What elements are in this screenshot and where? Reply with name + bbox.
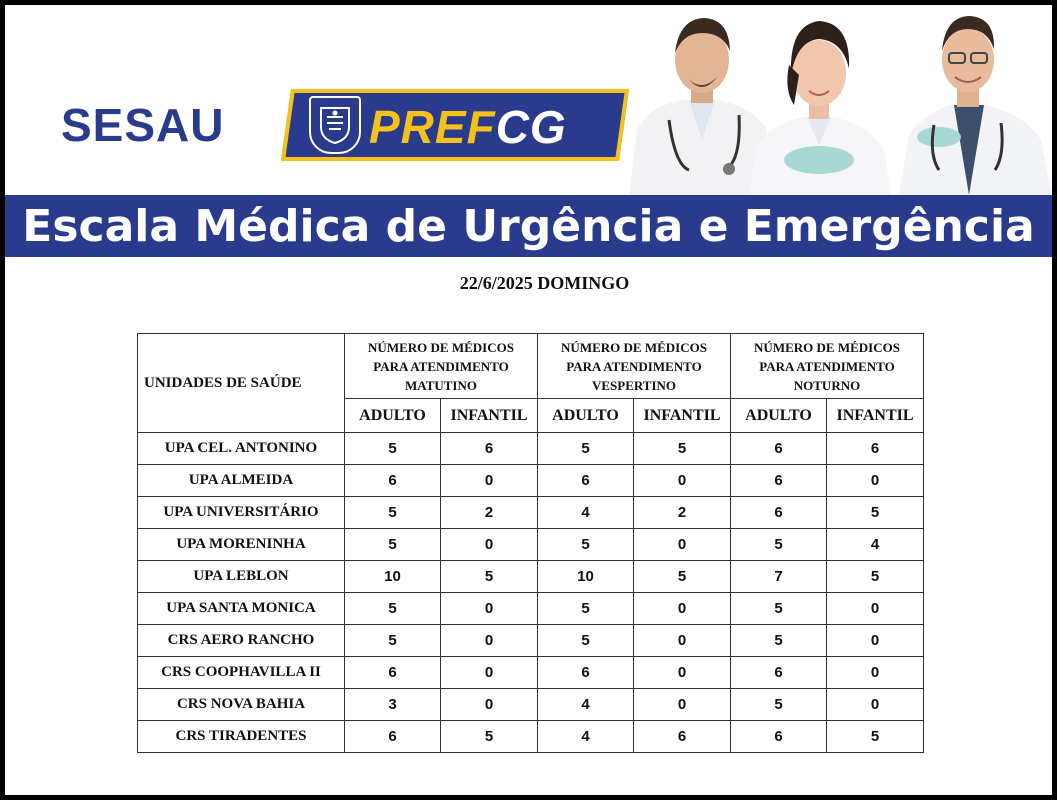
table-row xyxy=(138,625,924,657)
doctor-count-cell: 5 xyxy=(345,625,441,657)
doctor-count-cell: 3 xyxy=(345,689,441,721)
table-row xyxy=(138,529,924,561)
sub-header-infantil: INFANTIL xyxy=(827,399,924,433)
doctor-count-cell: 6 xyxy=(538,657,634,689)
doctor-count-cell: 0 xyxy=(827,593,924,625)
doctor-count-cell: 0 xyxy=(441,657,538,689)
unit-name: CRS AERO RANCHO xyxy=(138,625,345,657)
doctor-count-cell: 0 xyxy=(634,657,731,689)
doctor-count-cell: 6 xyxy=(441,433,538,465)
doctor-count-cell: 5 xyxy=(441,721,538,753)
unit-header: UNIDADES DE SAÚDE xyxy=(138,334,345,433)
table-row xyxy=(138,465,924,497)
schedule-card xyxy=(5,5,1052,795)
group-line: PARA ATENDIMENTO xyxy=(566,358,702,374)
doctor-count-cell: 0 xyxy=(634,593,731,625)
doctor-count-cell: 5 xyxy=(827,721,924,753)
doctor-count-cell: 7 xyxy=(731,561,827,593)
unit-name: UPA CEL. ANTONINO xyxy=(138,433,345,465)
doctor-count-cell: 5 xyxy=(731,625,827,657)
city-crest-icon xyxy=(309,96,361,154)
prefcg-logo xyxy=(369,100,567,154)
table-row xyxy=(138,689,924,721)
doctor-count-cell: 5 xyxy=(345,433,441,465)
doctor-count-cell: 5 xyxy=(827,497,924,529)
doctor-count-cell: 5 xyxy=(731,529,827,561)
doctor-count-cell: 5 xyxy=(538,625,634,657)
group-line: MATUTINO xyxy=(405,377,477,393)
doctor-count-cell: 6 xyxy=(827,433,924,465)
doctor-count-cell: 2 xyxy=(441,497,538,529)
doctor-count-cell: 5 xyxy=(345,593,441,625)
title-banner xyxy=(5,195,1052,257)
doctor-count-cell: 5 xyxy=(634,561,731,593)
doctor-count-cell: 6 xyxy=(731,721,827,753)
group-header-matutino xyxy=(345,334,538,399)
doctors-photo xyxy=(629,5,1052,195)
table-body xyxy=(138,433,924,753)
doctor-count-cell: 10 xyxy=(345,561,441,593)
group-line: VESPERTINO xyxy=(591,377,677,393)
date-line: 22/6/2025 DOMINGO xyxy=(459,273,630,293)
table-row xyxy=(138,497,924,529)
doctor-count-cell: 6 xyxy=(538,465,634,497)
group-line: PARA ATENDIMENTO xyxy=(759,358,895,374)
group-header-noturno xyxy=(731,334,924,399)
doctor-count-cell: 4 xyxy=(538,497,634,529)
doctor-count-cell: 6 xyxy=(731,657,827,689)
doctor-count-cell: 6 xyxy=(634,721,731,753)
group-header-vespertino xyxy=(538,334,731,399)
doctor-count-cell: 0 xyxy=(441,465,538,497)
doctor-count-cell: 0 xyxy=(827,465,924,497)
doctor-count-cell: 5 xyxy=(538,529,634,561)
doctor-count-cell: 0 xyxy=(634,529,731,561)
doctor-count-cell: 5 xyxy=(827,561,924,593)
doctor-count-cell: 5 xyxy=(731,593,827,625)
header xyxy=(5,5,1052,195)
sub-header-adulto: ADULTO xyxy=(538,399,634,433)
doctor-count-cell: 0 xyxy=(827,625,924,657)
doctor-count-cell: 6 xyxy=(731,465,827,497)
doctor-count-cell: 5 xyxy=(634,433,731,465)
unit-name: UPA SANTA MONICA xyxy=(138,593,345,625)
sub-header-adulto: ADULTO xyxy=(731,399,827,433)
unit-name: UPA ALMEIDA xyxy=(138,465,345,497)
sub-header-adulto: ADULTO xyxy=(345,399,441,433)
sesau-logo: SESAU xyxy=(61,99,225,151)
unit-name: UPA LEBLON xyxy=(138,561,345,593)
doctor-count-cell: 0 xyxy=(441,593,538,625)
doctor-count-cell: 5 xyxy=(538,593,634,625)
doctor-count-cell: 2 xyxy=(634,497,731,529)
table-row xyxy=(138,561,924,593)
doctor-count-cell: 0 xyxy=(827,657,924,689)
doctor-count-cell: 4 xyxy=(827,529,924,561)
group-line: PARA ATENDIMENTO xyxy=(373,358,509,374)
unit-name: UPA MORENINHA xyxy=(138,529,345,561)
group-line: NÚMERO DE MÉDICOS xyxy=(754,339,900,355)
doctor-count-cell: 5 xyxy=(731,689,827,721)
doctor-count-cell: 0 xyxy=(634,465,731,497)
unit-name: CRS NOVA BAHIA xyxy=(138,689,345,721)
group-line: NÚMERO DE MÉDICOS xyxy=(561,339,707,355)
doctor-count-cell: 5 xyxy=(441,561,538,593)
doctor-count-cell: 0 xyxy=(827,689,924,721)
doctor-count-cell: 5 xyxy=(345,529,441,561)
prefcg-logo-cg: CG xyxy=(495,101,567,153)
sub-header-infantil: INFANTIL xyxy=(441,399,538,433)
group-line: NOTURNO xyxy=(793,377,861,393)
doctor-count-cell: 10 xyxy=(538,561,634,593)
doctor-count-cell: 0 xyxy=(441,689,538,721)
prefcg-logo-pref: PREF xyxy=(369,101,496,153)
schedule-table xyxy=(137,333,924,753)
group-line: NÚMERO DE MÉDICOS xyxy=(368,339,514,355)
table-row xyxy=(138,657,924,689)
unit-name: CRS TIRADENTES xyxy=(138,721,345,753)
doctor-count-cell: 0 xyxy=(441,625,538,657)
sub-header-infantil: INFANTIL xyxy=(634,399,731,433)
doctor-count-cell: 0 xyxy=(634,689,731,721)
table-row xyxy=(138,721,924,753)
table-row xyxy=(138,593,924,625)
doctor-count-cell: 5 xyxy=(345,497,441,529)
doctor-count-cell: 6 xyxy=(345,657,441,689)
unit-name: UPA UNIVERSITÁRIO xyxy=(138,497,345,529)
unit-name: CRS COOPHAVILLA II xyxy=(138,657,345,689)
doctor-count-cell: 6 xyxy=(731,433,827,465)
doctor-count-cell: 0 xyxy=(441,529,538,561)
doctor-count-cell: 0 xyxy=(634,625,731,657)
doctor-count-cell: 4 xyxy=(538,721,634,753)
doctor-count-cell: 6 xyxy=(731,497,827,529)
doctor-count-cell: 5 xyxy=(538,433,634,465)
page-title: Escala Médica de Urgência e Emergência xyxy=(22,200,1035,252)
table-row xyxy=(138,433,924,465)
doctor-count-cell: 4 xyxy=(538,689,634,721)
doctor-count-cell: 6 xyxy=(345,465,441,497)
doctor-count-cell: 6 xyxy=(345,721,441,753)
